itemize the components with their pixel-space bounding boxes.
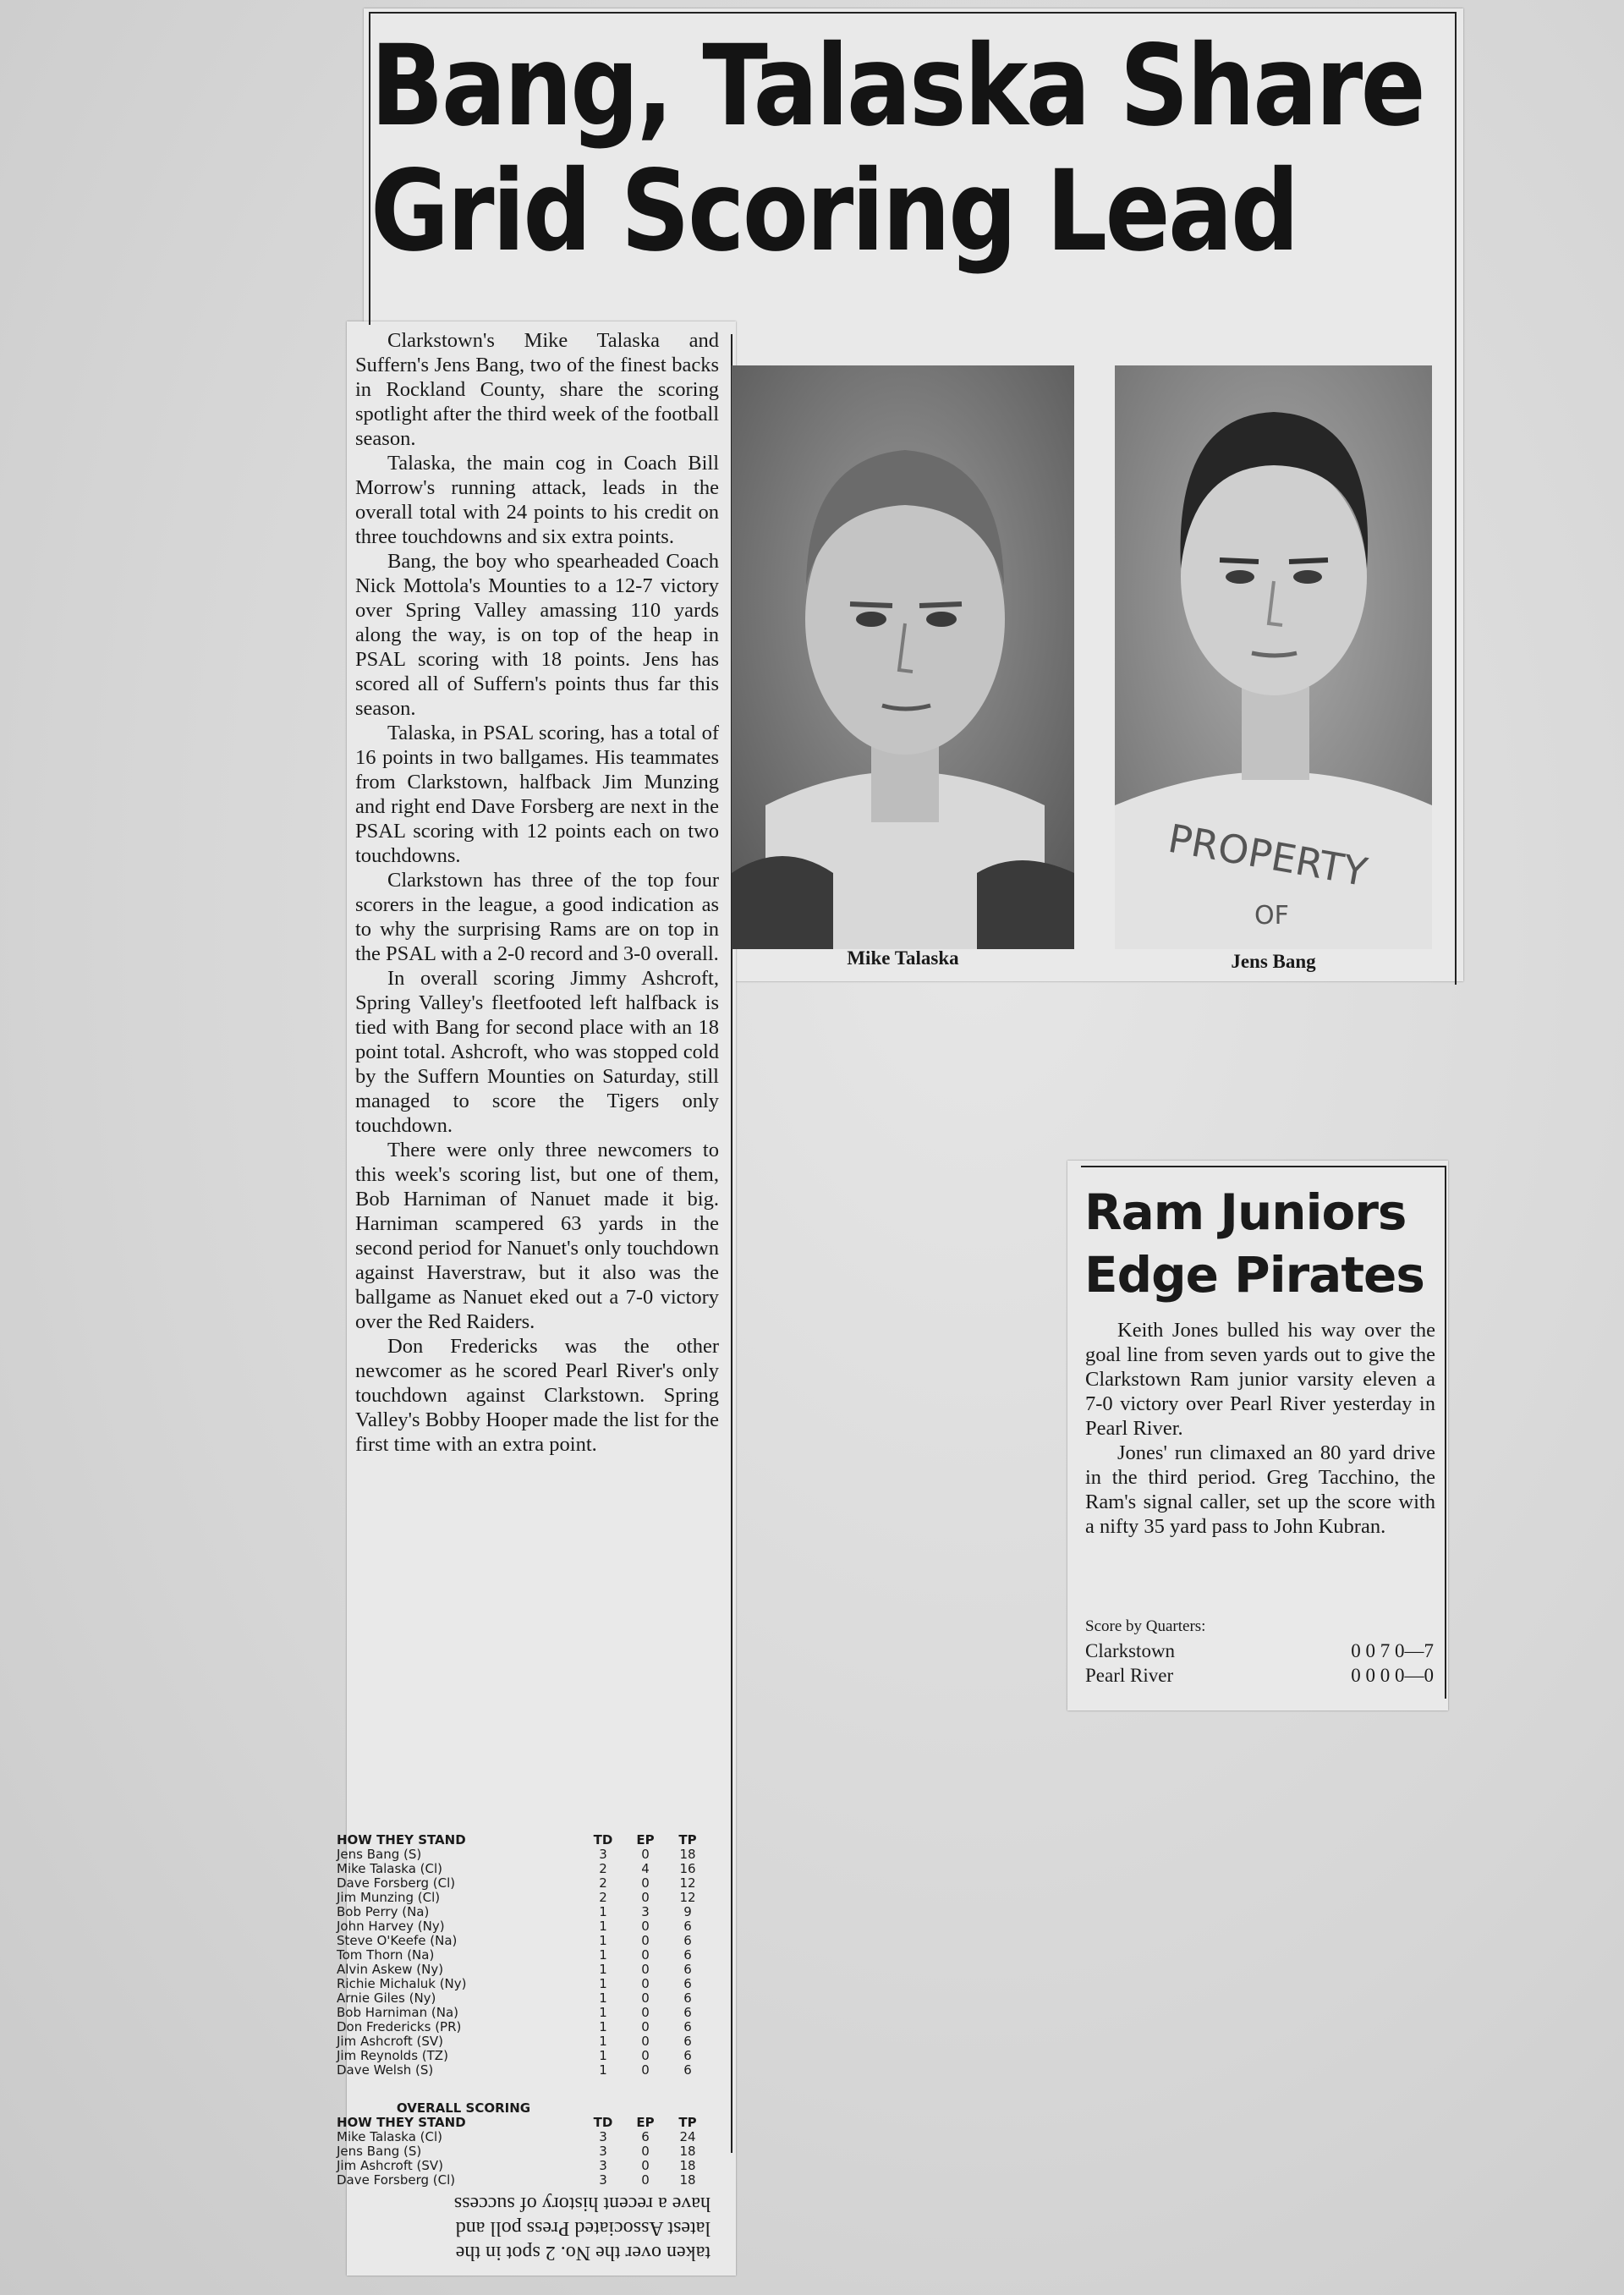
upside-down-text-fragment xyxy=(321,2191,710,2265)
table-cell: 1 xyxy=(599,2062,607,2078)
table-cell: 0 xyxy=(641,1962,650,1977)
table-row xyxy=(337,2034,709,2049)
article-paragraph: Clarkstown has three of the top four scorers in the league, a good indication as to why the surprising Rams are on top in the PSAL with a 2-0 record and 3-0 overall. xyxy=(355,869,719,965)
table-cell: Dave Forsberg (Cl) xyxy=(337,2172,456,2188)
table-cell: 0 xyxy=(641,1976,650,1991)
side-headline xyxy=(1084,1181,1440,1306)
table-row xyxy=(337,2049,709,2063)
table-cell: 3 xyxy=(599,2144,607,2159)
score-team: Pearl River xyxy=(1085,1665,1174,1686)
table-cell: Don Fredericks (PR) xyxy=(337,2019,462,2034)
headline-line-1: Bang, Talaska Share xyxy=(370,21,1424,151)
caption-jens-bang: Jens Bang xyxy=(1231,951,1316,972)
headline xyxy=(370,21,1424,311)
table-row xyxy=(337,1905,709,1919)
table-cell: 6 xyxy=(683,1947,692,1963)
table-cell: 0 xyxy=(641,1890,650,1905)
table-row xyxy=(337,1919,709,1934)
table-cell: 6 xyxy=(683,2034,692,2049)
table-cell: 1 xyxy=(599,1990,607,2006)
table-cell: 1 xyxy=(599,2019,607,2034)
table-cell: 0 xyxy=(641,1919,650,1934)
table-header: TP xyxy=(678,1832,697,1848)
table-cell: 18 xyxy=(679,2144,696,2159)
overall-scoring-title: OVERALL SCORING xyxy=(396,2100,531,2116)
table-row xyxy=(337,2159,709,2173)
table-row xyxy=(337,1862,709,1876)
table-header: TP xyxy=(678,2115,697,2130)
score-value: 0 0 0 0—0 xyxy=(1351,1665,1434,1686)
table-cell: 12 xyxy=(679,1875,696,1891)
table-cell: John Harvey (Ny) xyxy=(337,1919,445,1934)
article-paragraph: Clarkstown's Mike Talaska and Suffern's Jens Bang, two of the finest backs in Rockland County, share the scoring spotlight after the third week of the football season. xyxy=(355,329,719,450)
table-cell: Bob Perry (Na) xyxy=(337,1904,430,1919)
table-cell: 1 xyxy=(599,1904,607,1919)
table-cell: 24 xyxy=(679,2129,696,2144)
table-cell: 0 xyxy=(641,2034,650,2049)
table-cell: Tom Thorn (Na) xyxy=(337,1947,435,1963)
photo-jens-bang xyxy=(1115,365,1432,949)
table-cell: 3 xyxy=(641,1904,650,1919)
table-cell: 2 xyxy=(599,1861,607,1876)
table-cell: Jim Ashcroft (SV) xyxy=(337,2034,443,2049)
table-cell: Mike Talaska (Cl) xyxy=(337,2129,443,2144)
table-header: HOW THEY STAND xyxy=(337,1832,466,1848)
table-cell: 1 xyxy=(599,1976,607,1991)
table-cell: 1 xyxy=(599,1933,607,1948)
table-cell: 18 xyxy=(679,2172,696,2188)
jersey-text-property: PROPERTY xyxy=(1165,815,1371,896)
table-cell: 6 xyxy=(683,1990,692,2006)
table-cell: Jim Ashcroft (SV) xyxy=(337,2158,443,2173)
table-header: TD xyxy=(593,1832,613,1848)
table-cell: 0 xyxy=(641,2062,650,2078)
table-row xyxy=(337,1948,709,1963)
score-row xyxy=(1085,1639,1434,1663)
article-paragraph: Bang, the boy who spearheaded Coach Nick Mottola's Mounties to a 12-7 victory over Spring Valley amassing 110 yards along the way, is on top of the heap in PSAL scoring with 18 points. Jens has scored all of Suffern's points thus far this season. xyxy=(355,550,719,720)
side-article-paragraph: Keith Jones bulled his way over the goal line from seven yards out to give the Clarkstown Ram junior varsity eleven a 7-0 victory over Pearl River yesterday in Pearl River. xyxy=(1085,1319,1435,1440)
table-cell: 12 xyxy=(679,1890,696,1905)
table-cell: Mike Talaska (Cl) xyxy=(337,1861,443,1876)
side-border-right xyxy=(1445,1166,1446,1699)
table-cell: 6 xyxy=(683,2048,692,2063)
score-row xyxy=(1085,1663,1434,1688)
table-cell: 4 xyxy=(641,1861,650,1876)
table-cell: Bob Harniman (Na) xyxy=(337,2005,459,2020)
table-cell: 3 xyxy=(599,2172,607,2188)
table-cell: 9 xyxy=(683,1904,692,1919)
headline-line-2: Grid Scoring Lead xyxy=(370,146,1298,277)
table-cell: 6 xyxy=(683,2019,692,2034)
table-header: TD xyxy=(593,2115,613,2130)
table-row xyxy=(337,1977,709,1991)
table-row xyxy=(337,2063,709,2078)
photo-mike-talaska xyxy=(732,365,1074,949)
overall-scoring-table xyxy=(337,2101,709,2188)
table-cell: 18 xyxy=(679,2158,696,2173)
article-paragraph: There were only three newcomers to this week's scoring list, but one of them, Bob Harniman of Nanuet made it big. Harniman scampered 63 yards in the second period for Nanuet's only touchdown against Haverstraw, but it also was the ballgame as Nanuet eked out a 7-0 victory over the Red Raiders. xyxy=(355,1139,719,1333)
table-row xyxy=(337,1876,709,1891)
side-headline-line-2: Edge Pirates xyxy=(1084,1246,1424,1304)
table-cell: 18 xyxy=(679,1847,696,1862)
flipped-line: latest Associated Press poll and xyxy=(455,2217,710,2239)
table-row xyxy=(337,1848,709,1862)
article-paragraph: Talaska, the main cog in Coach Bill Morrow's running attack, leads in the overall total with 24 points to his credit on three touchdowns and six extra points. xyxy=(355,452,719,548)
table-cell: 3 xyxy=(599,2129,607,2144)
table-cell: 6 xyxy=(683,2005,692,2020)
table-cell: 0 xyxy=(641,2158,650,2173)
table-cell: 3 xyxy=(599,1847,607,1862)
table-cell: Dave Welsh (S) xyxy=(337,2062,434,2078)
table-header: EP xyxy=(636,1832,655,1848)
table-row xyxy=(337,1934,709,1948)
table-cell: Jens Bang (S) xyxy=(337,1847,422,1862)
flipped-line: taken over the No. 2 spot in the xyxy=(455,2242,710,2264)
table-header-row xyxy=(337,1833,709,1848)
table-cell: 2 xyxy=(599,1875,607,1891)
table-cell: 1 xyxy=(599,2048,607,2063)
table-cell: 3 xyxy=(599,2158,607,2173)
table-cell: Richie Michaluk (Ny) xyxy=(337,1976,467,1991)
table-cell: Jim Reynolds (TZ) xyxy=(337,2048,448,2063)
side-article xyxy=(1085,1318,1435,1539)
score-by-quarters xyxy=(1085,1614,1434,1688)
article-paragraph: In overall scoring Jimmy Ashcroft, Spring Valley's fleetfooted left halfback is tied with Bang for second place with an 18 point total. Ashcroft, who was stopped cold by the Suffern Mounties on Saturday, still managed to score the Tigers only touchdown. xyxy=(355,967,719,1137)
table-cell: 0 xyxy=(641,2005,650,2020)
table-cell: Steve O'Keefe (Na) xyxy=(337,1933,458,1948)
table-cell: 6 xyxy=(683,1962,692,1977)
table-cell: 0 xyxy=(641,2144,650,2159)
overall-table-body xyxy=(337,2130,709,2188)
table-cell: Jens Bang (S) xyxy=(337,2144,422,2159)
table-cell: 0 xyxy=(641,2019,650,2034)
psal-standings-table xyxy=(337,1833,709,2078)
main-article xyxy=(355,328,719,1457)
table-row xyxy=(337,2130,709,2144)
article-paragraph: Don Fredericks was the other newcomer as he scored Pearl River's only touchdown against Clarkstown. Spring Valley's Bobby Hooper made the list for the first time with an extra point. xyxy=(355,1335,719,1456)
table-row xyxy=(337,1963,709,1977)
table-cell: 0 xyxy=(641,1847,650,1862)
table-cell: 6 xyxy=(641,2129,650,2144)
psal-table-body xyxy=(337,1848,709,2078)
table-row xyxy=(337,2006,709,2020)
table-cell: 6 xyxy=(683,1976,692,1991)
table-cell: 0 xyxy=(641,2172,650,2188)
table-cell: 0 xyxy=(641,1990,650,2006)
table-header: EP xyxy=(636,2115,655,2130)
table-cell: 6 xyxy=(683,2062,692,2078)
table-cell: 1 xyxy=(599,1947,607,1963)
table-cell: 6 xyxy=(683,1933,692,1948)
table-row xyxy=(337,2020,709,2034)
table-cell: 2 xyxy=(599,1890,607,1905)
jersey-text-of: OF xyxy=(1254,901,1289,931)
table-cell: 0 xyxy=(641,1947,650,1963)
side-border-top xyxy=(1081,1166,1446,1167)
table-cell: 0 xyxy=(641,2048,650,2063)
table-cell: 0 xyxy=(641,1875,650,1891)
table-header: HOW THEY STAND xyxy=(337,2115,466,2130)
table-cell: 1 xyxy=(599,1962,607,1977)
table-cell: Dave Forsberg (Cl) xyxy=(337,1875,456,1891)
table-header-row xyxy=(337,2116,709,2130)
table-row xyxy=(337,1891,709,1905)
table-row xyxy=(337,1991,709,2006)
table-cell: Arnie Giles (Ny) xyxy=(337,1990,436,2006)
side-headline-line-1: Ram Juniors xyxy=(1084,1183,1407,1241)
table-cell: 6 xyxy=(683,1919,692,1934)
table-cell: Jim Munzing (Cl) xyxy=(337,1890,441,1905)
main-border-top xyxy=(369,12,1457,14)
table-cell: 16 xyxy=(679,1861,696,1876)
caption-mike-talaska: Mike Talaska xyxy=(847,947,959,969)
score-team: Clarkstown xyxy=(1085,1640,1176,1661)
article-paragraph: Talaska, in PSAL scoring, has a total of 16 points in two ballgames. His teammates from Clarkstown, halfback Jim Munzing and right end Dave Forsberg are next in the PSAL scoring with 12 points each on two touchdowns. xyxy=(355,722,719,867)
table-cell: 1 xyxy=(599,1919,607,1934)
table-row xyxy=(337,2173,709,2188)
side-article-paragraph: Jones' run climaxed an 80 yard drive in the third period. Greg Tacchino, the Ram's signal caller, set up the score with a nifty 35 yard pass to John Kubran. xyxy=(1085,1441,1435,1538)
table-cell: Alvin Askew (Ny) xyxy=(337,1962,444,1977)
table-cell: 1 xyxy=(599,2034,607,2049)
flipped-line: have a recent history of success xyxy=(453,2193,710,2215)
main-border-right xyxy=(1455,12,1457,985)
score-by-quarters-label: Score by Quarters: xyxy=(1085,1617,1206,1635)
table-cell: 1 xyxy=(599,2005,607,2020)
table-row xyxy=(337,2144,709,2159)
table-cell: 0 xyxy=(641,1933,650,1948)
score-value: 0 0 7 0—7 xyxy=(1351,1640,1434,1661)
